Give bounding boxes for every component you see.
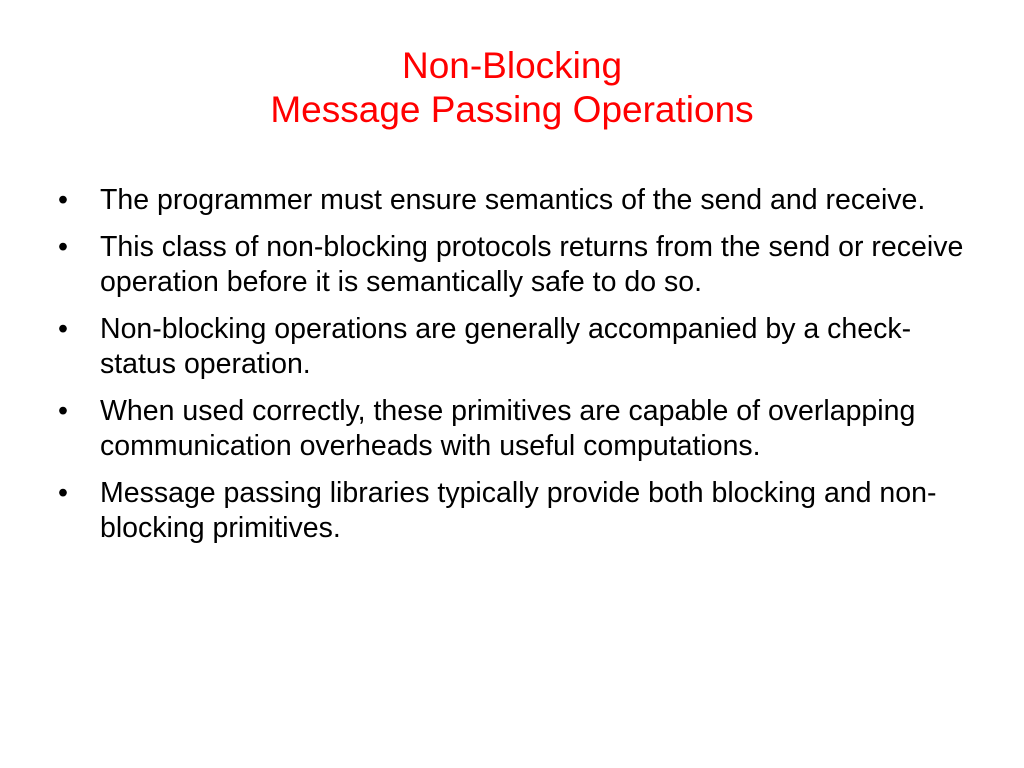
bullet-list [58, 183, 978, 558]
title-line-2: Message Passing Operations [270, 89, 754, 130]
bullet-item [58, 230, 978, 301]
bullet-icon: • [58, 312, 68, 345]
bullet-item [58, 476, 978, 547]
bullet-text: This class of non-blocking protocols returns from the send or receive operation before it is semantically safe to do so. [100, 230, 964, 298]
title-line-1: Non-Blocking [401, 45, 623, 86]
bullet-icon: • [58, 476, 68, 509]
slide-title [0, 44, 1024, 132]
bullet-icon: • [58, 184, 68, 216]
bullet-icon: • [58, 394, 68, 427]
bullet-text: Non-blocking operations are generally accompanied by a check-status operation. [100, 312, 912, 380]
bullet-item [58, 183, 978, 219]
bullet-icon: • [58, 230, 68, 263]
bullet-text: When used correctly, these primitives are capable of overlapping communication overheads with useful computations. [100, 394, 916, 462]
bullet-text: The programmer must ensure semantics of the send and receive. [100, 184, 926, 216]
bullet-item [58, 394, 978, 465]
bullet-text: Message passing libraries typically provide both blocking and non-blocking primitives. [100, 476, 937, 544]
bullet-item [58, 312, 978, 383]
